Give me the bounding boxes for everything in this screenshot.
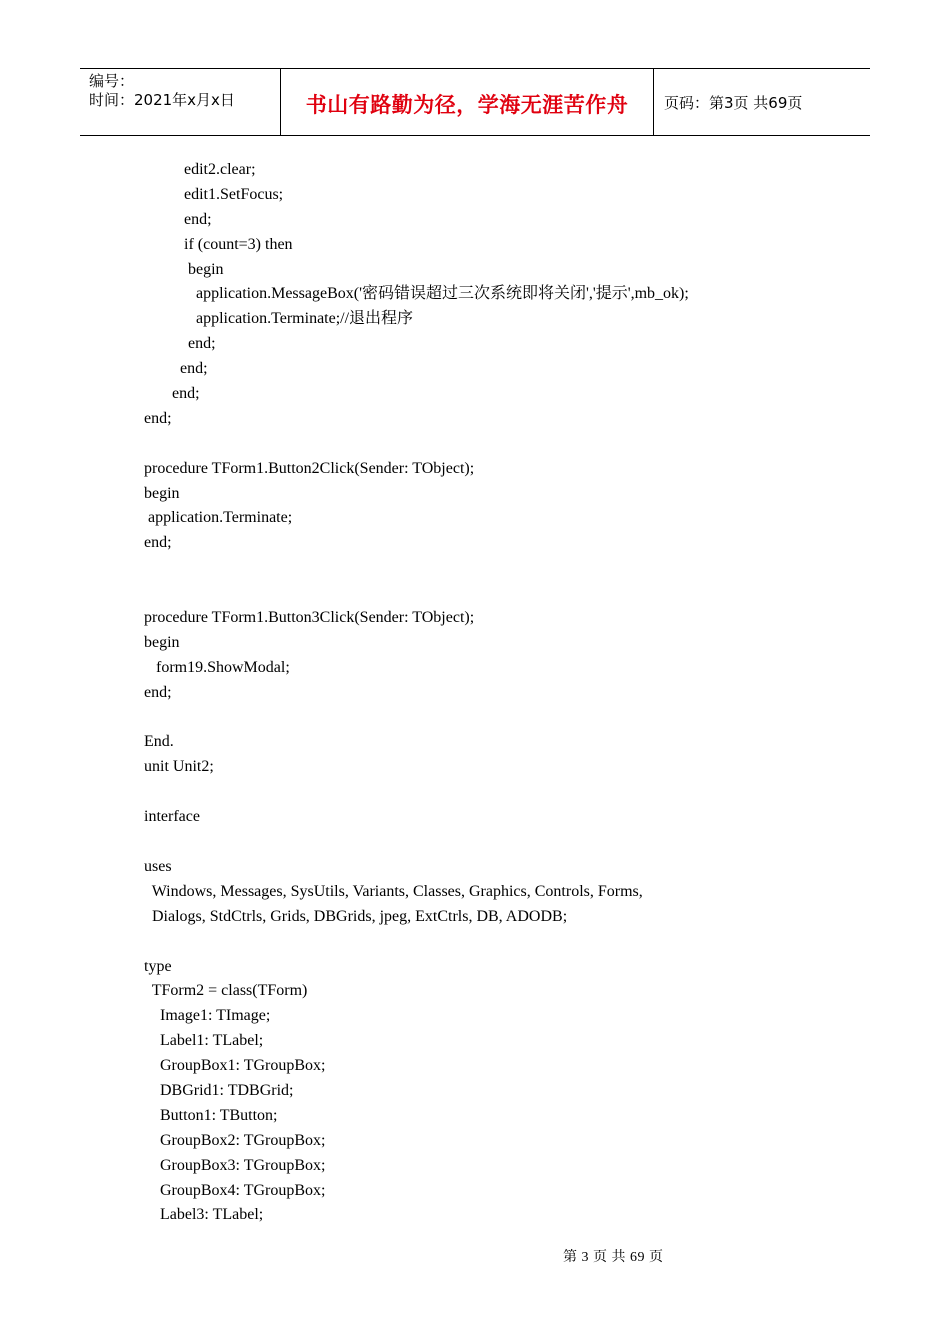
code-line — [144, 432, 884, 457]
code-line: if (count=3) then — [144, 235, 293, 253]
page-footer: 第 3 页 共 69 页 — [563, 1250, 664, 1265]
date-label: 时间：2021年x月x日 — [89, 91, 235, 109]
header-meta-cell — [80, 69, 281, 135]
code-line: procedure TForm1.Button3Click(Sender: TObject); — [144, 609, 475, 627]
code-line — [144, 556, 884, 581]
code-line: end; — [144, 683, 172, 701]
code-line: end; — [144, 534, 172, 552]
code-line: begin — [144, 633, 180, 651]
code-line: application.Terminate; — [144, 509, 293, 527]
code-line: TForm2 = class(TForm) — [144, 982, 308, 1000]
code-line: End. — [144, 733, 174, 751]
code-line: Label3: TLabel; — [144, 1206, 264, 1224]
code-line: Image1: TImage; — [144, 1007, 271, 1025]
code-line: procedure TForm1.Button2Click(Sender: TObject); — [144, 459, 475, 477]
code-line: GroupBox3: TGroupBox; — [144, 1156, 326, 1174]
code-line: uses — [144, 857, 172, 875]
code-listing — [144, 158, 884, 1228]
code-line: GroupBox1: TGroupBox; — [144, 1057, 326, 1075]
code-line: begin — [144, 260, 224, 278]
code-line: end; — [144, 385, 200, 403]
header-page-cell — [654, 69, 870, 135]
code-line: begin — [144, 484, 180, 502]
code-line: Label1: TLabel; — [144, 1032, 264, 1050]
code-line — [144, 780, 884, 805]
page-number-label: 页码：第3页 共69页 — [664, 93, 803, 112]
code-line: end; — [144, 360, 208, 378]
code-line: form19.ShowModal; — [144, 658, 290, 676]
code-line — [144, 581, 884, 606]
serial-label: 编号： — [89, 72, 135, 90]
code-line: GroupBox2: TGroupBox; — [144, 1131, 326, 1149]
page-header — [80, 68, 870, 136]
header-motto-cell — [281, 69, 654, 135]
code-line — [144, 706, 884, 731]
code-line: edit2.clear; — [144, 161, 256, 178]
code-line: application.MessageBox('密码错误超过三次系统即将关闭','提示',mb_ok); — [144, 285, 689, 303]
code-line: DBGrid1: TDBGrid; — [144, 1081, 294, 1099]
code-line: Windows, Messages, SysUtils, Variants, Classes, Graphics, Controls, Forms, — [144, 882, 643, 900]
code-line: unit Unit2; — [144, 758, 214, 776]
code-line: edit1.SetFocus; — [144, 185, 284, 203]
code-line: end; — [144, 409, 172, 427]
code-line: application.Terminate;//退出程序 — [144, 310, 414, 328]
code-line: end; — [144, 210, 212, 228]
code-line: end; — [144, 335, 216, 353]
code-line: GroupBox4: TGroupBox; — [144, 1181, 326, 1199]
code-line — [144, 830, 884, 855]
motto-text: 书山有路勤为径，学海无涯苦作舟 — [305, 93, 629, 117]
code-line — [144, 930, 884, 955]
code-line: interface — [144, 808, 200, 826]
code-line: Dialogs, StdCtrls, Grids, DBGrids, jpeg, ExtCtrls, DB, ADODB; — [144, 907, 568, 925]
code-line: Button1: TButton; — [144, 1106, 278, 1124]
code-line: type — [144, 957, 172, 975]
